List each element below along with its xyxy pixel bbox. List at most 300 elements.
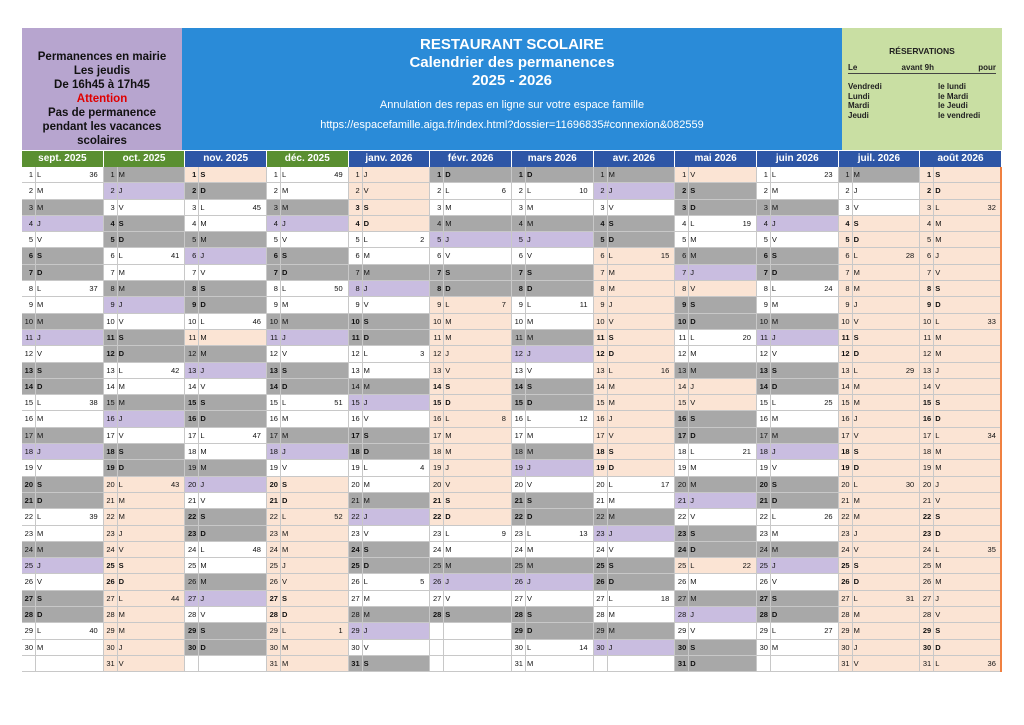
week-number [294,411,348,426]
day-letter: J [362,623,376,638]
day-letter: J [607,640,621,655]
resa-for: le Jeudi [938,101,968,110]
day-cell [757,167,839,183]
week-number [294,216,348,231]
day-number: 28 [24,610,33,620]
week-number [539,248,593,263]
day-cell [430,216,512,232]
day-cell [512,526,594,542]
day-cell [512,477,594,493]
day-cell [185,509,267,525]
day-letter: S [198,509,212,524]
day-letter: V [607,542,621,557]
day-cell [920,330,1002,346]
reservation-row [848,82,996,92]
day-cell [185,200,267,216]
day-letter: M [280,526,294,541]
day-letter: V [852,428,866,443]
day-number: 28 [187,610,197,620]
month-header: févr. 2026 [430,151,512,167]
day-letter: V [117,656,131,671]
day-cell [349,509,431,525]
week-number [947,167,1001,182]
day-cell [104,200,186,216]
day-cell [757,444,839,460]
day-cell [267,542,349,558]
day-number: 3 [927,202,932,212]
day-cell [920,477,1002,493]
day-number: 19 [922,463,932,473]
week-number [376,411,430,426]
month-column [267,167,349,672]
day-cell [675,330,757,346]
day-number: 12 [269,349,278,359]
week-number [376,379,430,394]
day-letter: J [933,477,947,492]
day-letter: L [852,248,866,263]
week-number [457,607,511,622]
day-letter: S [688,297,702,312]
day-cell [185,281,267,297]
day-number: 7 [763,267,768,277]
week-number: 1 [338,626,343,636]
day-cell [757,591,839,607]
day-cell [22,428,104,444]
week-number [376,640,430,655]
day-number: 4 [682,218,687,228]
day-number: 19 [514,463,523,473]
week-number [621,297,675,312]
day-number: 5 [927,235,932,245]
day-number: 11 [923,332,932,342]
week-number: 41 [170,251,180,261]
week-number [212,623,266,638]
day-cell [349,526,431,542]
day-cell [430,558,512,574]
week-number [294,248,348,263]
week-number [621,167,675,182]
day-letter: S [117,558,131,573]
day-number: 27 [269,593,278,603]
week-number [866,640,920,655]
day-number: 3 [110,202,115,212]
day-cell [349,167,431,183]
day-number: 13 [432,365,442,375]
day-letter: J [443,574,457,589]
day-letter: L [852,591,866,606]
week-number [131,395,185,410]
day-cell [920,623,1002,639]
day-cell [267,558,349,574]
day-number: 13 [759,365,768,375]
day-cell [757,379,839,395]
week-number: 23 [824,170,833,179]
day-letter: D [280,493,294,508]
day-letter: S [852,444,866,459]
week-number [457,477,511,492]
day-letter: M [933,460,947,475]
day-number: 3 [763,202,768,212]
day-letter: J [525,460,539,475]
day-cell [594,395,676,411]
day-letter: M [443,428,457,443]
week-number [457,265,511,280]
day-number: 9 [273,300,278,310]
day-letter: D [117,460,131,475]
day-cell [757,574,839,590]
day-letter: V [770,460,784,475]
week-number: 11 [579,300,588,310]
day-cell [104,574,186,590]
week-number [376,509,430,524]
day-number: 26 [841,577,850,587]
day-number: 12 [759,349,768,359]
day-letter: L [443,183,457,198]
day-cell [22,232,104,248]
resa-col-le: Le [848,63,858,72]
week-number [702,656,756,671]
week-number [947,297,1001,312]
day-number: 13 [596,365,605,375]
week-number [457,542,511,557]
week-number [131,574,185,589]
day-number: 6 [600,251,605,261]
day-letter: J [362,281,376,296]
day-letter: M [852,167,866,182]
day-letter: J [933,363,947,378]
month-header: sept. 2025 [22,151,104,167]
day-number: 24 [269,544,278,554]
day-number: 28 [596,610,605,620]
week-number [376,656,430,671]
week-number [784,591,838,606]
day-cell [594,558,676,574]
week-number [131,297,185,312]
day-cell [185,379,267,395]
week-number [947,558,1001,573]
week-number [702,183,756,198]
day-letter: D [443,395,457,410]
day-number: 19 [351,463,360,473]
day-letter: M [607,379,621,394]
day-cell [349,281,431,297]
day-letter: J [607,411,621,426]
day-cell [757,526,839,542]
day-number: 9 [28,300,33,310]
day-letter: L [362,232,376,247]
day-number: 28 [514,610,523,620]
day-letter: D [198,183,212,198]
day-letter: J [117,640,131,655]
day-cell [185,493,267,509]
week-number: 16 [660,365,670,375]
day-cell [349,428,431,444]
day-cell [104,167,186,183]
day-number: 12 [841,349,850,359]
week-number [457,200,511,215]
day-letter: M [852,607,866,622]
day-letter: M [688,248,702,263]
day-number [594,656,607,671]
day-cell [512,656,594,672]
week-number [376,428,430,443]
day-number: 16 [514,414,523,424]
week-number [131,460,185,475]
week-number [784,640,838,655]
day-number: 8 [110,284,115,294]
week-number [212,558,266,573]
day-number: 11 [25,332,33,342]
week-number [457,346,511,361]
day-number: 1 [927,170,932,179]
day-cell [512,542,594,558]
week-number [457,216,511,231]
week-number [376,477,430,492]
week-number [294,526,348,541]
month-column [920,167,1002,672]
day-letter: M [852,395,866,410]
day-number: 23 [187,528,197,538]
day-cell [920,314,1002,330]
day-cell [920,656,1002,672]
day-cell [349,542,431,558]
day-cell [512,363,594,379]
week-number [539,232,593,247]
day-cell [185,183,267,199]
day-letter: M [198,330,212,345]
day-cell [104,428,186,444]
day-cell [185,558,267,574]
day-letter: S [35,477,49,492]
day-cell [594,542,676,558]
day-cell [512,493,594,509]
day-letter: S [117,330,131,345]
week-number [539,363,593,378]
day-letter: S [770,477,784,492]
day-number: 26 [269,577,278,587]
day-cell [430,656,512,672]
day-letter: V [852,200,866,215]
day-number: 3 [28,202,33,212]
week-number [457,330,511,345]
day-number: 22 [759,512,768,522]
day-letter: M [770,183,784,198]
day-cell [104,248,186,264]
week-number [212,444,266,459]
espace-famille-link[interactable]: https://espacefamille.aiga.fr/index.html?dossier=11696835#connexion&082559 [320,119,704,131]
week-number [49,444,103,459]
week-number [457,232,511,247]
day-letter: J [770,216,784,231]
week-number [49,232,103,247]
week-number [131,216,185,231]
day-letter: S [525,265,539,280]
day-letter: L [117,591,131,606]
week-number: 26 [824,512,833,522]
day-letter: D [607,574,621,589]
week-number [621,346,675,361]
day-number: 29 [677,626,687,636]
day-cell [757,640,839,656]
day-cell [512,558,594,574]
day-cell [430,640,512,656]
day-number: 16 [596,414,605,424]
week-number: 29 [905,365,915,375]
day-number: 12 [596,349,605,359]
week-number [784,477,838,492]
day-letter: M [688,591,702,606]
day-cell [267,363,349,379]
day-cell [349,558,431,574]
day-number: 22 [514,512,523,522]
day-number: 29 [514,626,523,636]
day-number: 1 [845,170,850,179]
day-letter: M [35,411,49,426]
day-letter: D [117,574,131,589]
day-number: 16 [922,414,932,424]
day-cell [512,395,594,411]
day-cell [430,183,512,199]
day-cell [22,314,104,330]
day-letter: V [35,346,49,361]
day-number: 20 [514,479,523,489]
day-number: 15 [922,398,932,408]
day-number: 8 [518,284,523,294]
day-cell [839,526,921,542]
day-cell [757,363,839,379]
week-number [376,493,430,508]
day-letter: M [117,265,131,280]
day-cell [22,607,104,623]
day-cell [920,297,1002,313]
week-number: 45 [252,202,261,212]
day-number: 15 [269,398,278,408]
day-letter: S [443,379,457,394]
day-number: 30 [269,642,278,652]
day-cell [512,428,594,444]
day-letter: V [770,232,784,247]
day-cell [757,428,839,444]
day-letter: S [117,444,131,459]
week-number [457,591,511,606]
week-number [457,574,511,589]
day-number: 29 [351,626,360,636]
day-cell [757,232,839,248]
day-number: 21 [269,495,278,505]
day-letter: J [443,346,457,361]
week-number [947,330,1001,345]
day-letter: V [852,314,866,329]
week-number [212,297,266,312]
day-cell [675,526,757,542]
week-number [131,281,185,296]
day-number: 3 [273,202,278,212]
day-number: 4 [518,218,523,228]
week-number: 36 [987,658,996,668]
day-cell [920,346,1002,362]
day-number: 8 [927,284,932,294]
day-cell [22,216,104,232]
day-number: 1 [600,170,605,179]
week-number: 44 [170,593,180,603]
day-letter: D [117,346,131,361]
day-cell [430,297,512,313]
day-letter: D [198,640,212,655]
day-letter: M [852,265,866,280]
day-number: 14 [351,381,360,391]
day-letter: M [770,297,784,312]
day-number: 30 [106,642,115,652]
day-letter: S [362,542,376,557]
day-number: 27 [187,593,197,603]
day-letter: D [525,281,539,296]
day-cell [675,200,757,216]
day-number: 5 [110,235,115,245]
week-number [621,509,675,524]
day-cell [267,460,349,476]
week-number [131,623,185,638]
resa-col-avant: avant 9h [901,63,935,72]
week-number: 2 [420,235,425,245]
day-letter: J [280,558,294,573]
day-number: 21 [187,495,197,505]
day-number: 9 [437,300,442,310]
day-number: 25 [922,561,932,571]
day-letter: L [525,526,539,541]
week-number [539,428,593,443]
day-letter: J [770,558,784,573]
month-column [185,167,267,672]
day-number: 29 [841,626,850,636]
day-cell [349,493,431,509]
day-number: 7 [273,267,278,277]
day-number: 13 [24,365,33,375]
resa-day: Mardi [848,101,870,110]
school-year: 2025 - 2026 [471,72,553,89]
day-letter: S [933,395,947,410]
day-letter: D [525,509,539,524]
day-cell [430,395,512,411]
day-letter: M [362,477,376,492]
day-number: 2 [437,186,442,196]
day-letter: M [688,232,702,247]
day-number [430,656,443,671]
day-letter: D [35,379,49,394]
day-cell [349,346,431,362]
week-number [131,607,185,622]
week-number [866,281,920,296]
day-cell [430,607,512,623]
day-cell [757,297,839,313]
day-cell [675,607,757,623]
day-cell [430,428,512,444]
day-number: 21 [841,495,850,505]
day-number: 6 [927,251,932,261]
day-number: 16 [677,414,687,424]
day-cell [267,656,349,672]
day-letter: J [525,574,539,589]
day-letter: L [117,248,131,263]
day-number: 11 [760,332,768,342]
week-number: 37 [89,284,98,294]
week-number [702,607,756,622]
day-number: 5 [355,235,360,245]
day-letter: S [770,248,784,263]
week-number [376,314,430,329]
day-cell [757,183,839,199]
day-cell [430,330,512,346]
week-number [539,265,593,280]
